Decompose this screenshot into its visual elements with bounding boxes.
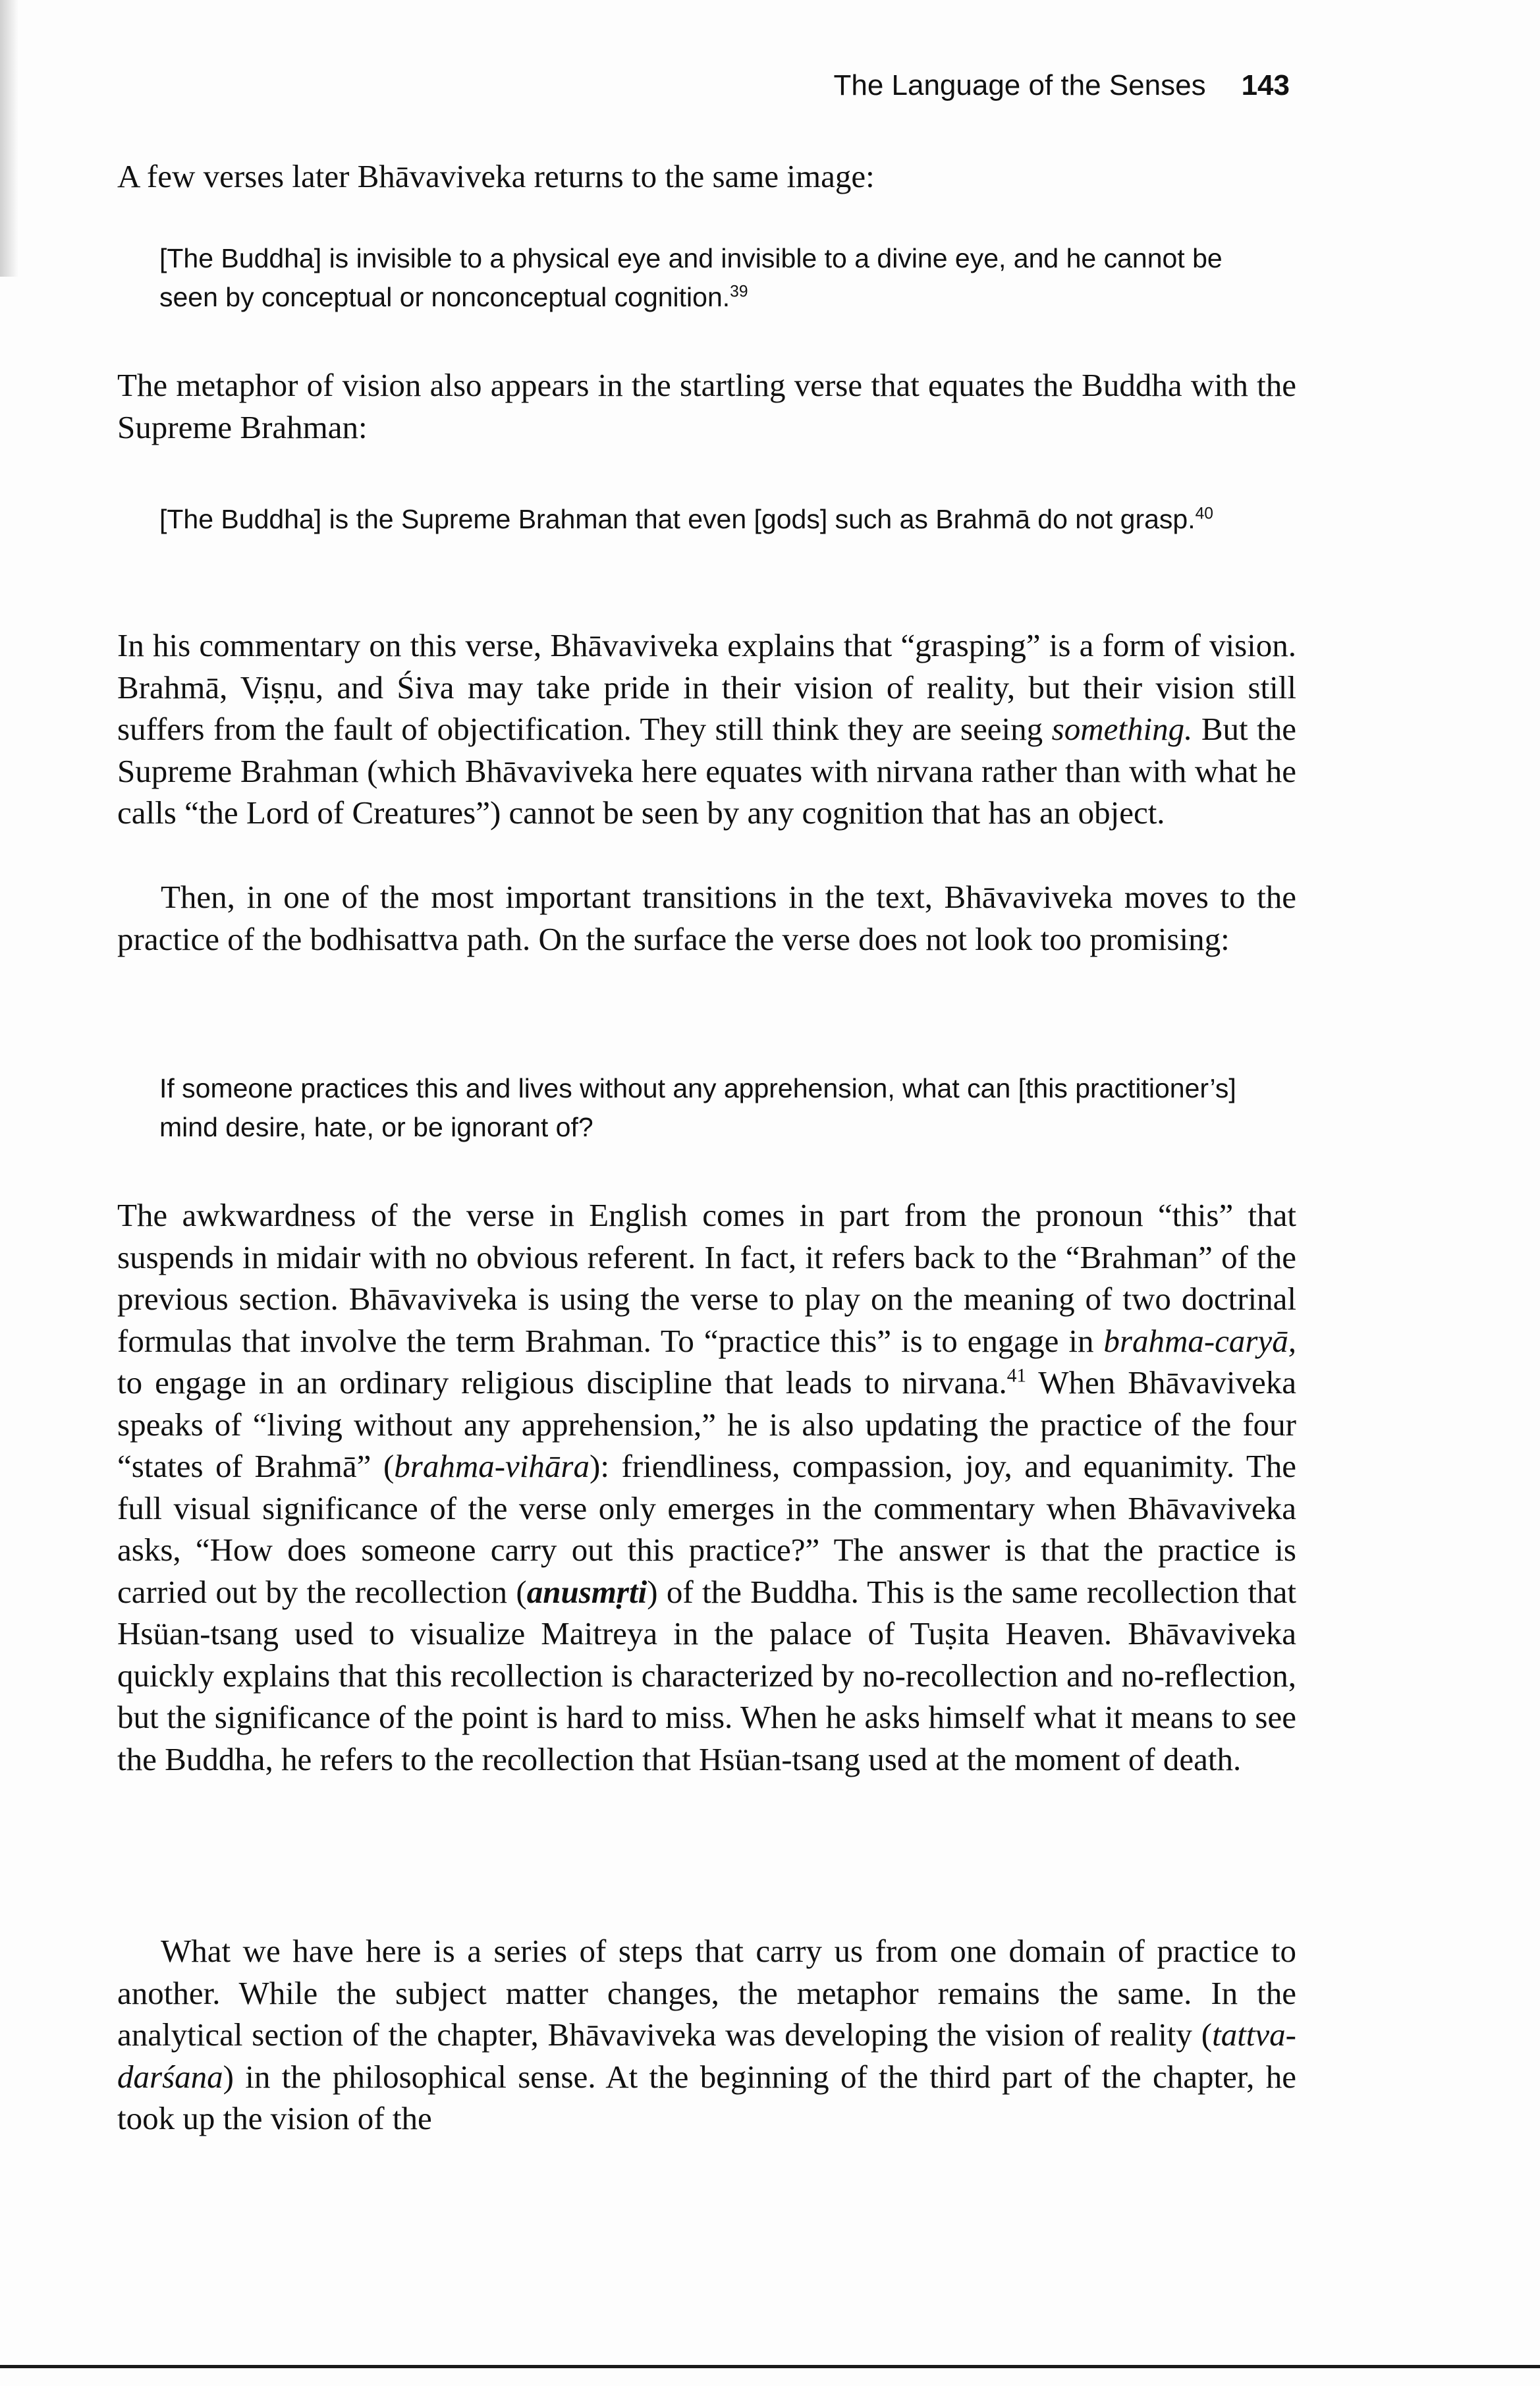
paragraph-awkwardness-text-a: The awkwardness of the verse in English comes in part from the pronoun “this” that suspends in midair with no obvious referent. In fact, it refers back to the “Brahman” of the previous section. Bhāvaviveka is using the verse to play on the meaning of two doctrinal formulas that involve the term Brahman. To “practice this” is to engage in bbox=[117, 1197, 1296, 1359]
block-quote-2-text: [The Buddha] is the Supreme Brahman that even [gods] such as Brahmā do not grasp. bbox=[159, 504, 1196, 534]
paragraph-steps bbox=[117, 1930, 1296, 2140]
paragraph-awkwardness-text-e: ) of the Buddha. This is the same recollection that Hsüan-tsang used to visualize Maitreya in the palace of Tuṣita Heaven. Bhāvaviveka quickly explains that this recollection is characterized by no-recollection and no-reflection, but the significance of the point is hard to miss. When he asks himself what it means to see the Buddha, he refers to the recollection that Hsüan-tsang used at the moment of death. bbox=[117, 1573, 1297, 1777]
page-number: 143 bbox=[1241, 69, 1290, 101]
paragraph-steps-text-a: What we have here is a series of steps that carry us from one domain of practice to another. While the subject matter changes, the metaphor remains the same. In the analytical section of the chapter, Bhāvaviveka was developing the vision of reality ( bbox=[117, 1933, 1296, 2053]
footnote-ref-39: 39 bbox=[730, 283, 748, 301]
paragraph-awkwardness-text-c: When Bhāvaviveka speaks of “living without any apprehension,” he is also updating the practice of the four “states of Brahmā” ( bbox=[117, 1364, 1297, 1484]
page-edge-shadow bbox=[0, 0, 18, 277]
paragraph-intro bbox=[117, 155, 1296, 198]
paragraph-commentary-text-a: In his commentary on this verse, Bhāvaviveka explains that “grasping” is a form of vision. Brahmā, Viṣṇu, and Śiva may take pride in their vision of reality, but their vision still suffers from the fault of objectification. They still think they are seeing bbox=[117, 627, 1296, 747]
block-quote-2 bbox=[159, 500, 1273, 539]
term-brahma-vihara: brahma-vihāra bbox=[394, 1448, 590, 1484]
paragraph-vision-metaphor-text: The metaphor of vision also appears in the startling verse that equates the Buddha with the Supreme Brahman: bbox=[117, 367, 1296, 445]
block-quote-1 bbox=[159, 239, 1273, 317]
paragraph-awkwardness-text-b: to engage in an ordinary religious discipline that leads to nirvana. bbox=[117, 1364, 1007, 1401]
paragraph-commentary-emphasis: something. bbox=[1051, 711, 1193, 747]
running-head-title: The Language of the Senses bbox=[833, 69, 1206, 101]
paragraph-commentary bbox=[117, 624, 1296, 834]
paragraph-transition bbox=[117, 876, 1296, 960]
paragraph-intro-text: A few verses later Bhāvaviveka returns to the same image: bbox=[117, 158, 875, 194]
term-tattva-darsana: tattva-darśana bbox=[117, 2016, 1296, 2095]
paragraph-awkwardness bbox=[117, 1194, 1296, 1780]
block-quote-1-text: [The Buddha] is invisible to a physical eye and invisible to a divine eye, and he cannot be seen by conceptual or nonconceptual cognition. bbox=[159, 243, 1223, 312]
paragraph-commentary-text-b: But the Supreme Brahman (which Bhāvaviveka here equates with nirvana rather than with what he calls “the Lord of Creatures”) cannot be seen by any cognition that has an object. bbox=[117, 711, 1296, 831]
paragraph-vision-metaphor bbox=[117, 364, 1296, 448]
running-head bbox=[117, 66, 1290, 105]
block-quote-3 bbox=[159, 1069, 1273, 1147]
footnote-ref-41: 41 bbox=[1006, 1365, 1027, 1387]
bottom-edge-line bbox=[0, 2365, 1540, 2368]
paragraph-awkwardness-text-d: ): friendliness, compassion, joy, and equanimity. The full visual significance of the verse only emerges in the commentary when Bhāvaviveka asks, “How does someone carry out this practice?” The answer is that the practice is carried out by the recollection ( bbox=[117, 1448, 1296, 1610]
footnote-ref-40: 40 bbox=[1195, 505, 1213, 523]
term-brahma-carya: brahma-caryā, bbox=[1103, 1322, 1296, 1359]
paragraph-transition-text: Then, in one of the most important transitions in the text, Bhāvaviveka moves to the practice of the bodhisattva path. On the surface the verse does not look too promising: bbox=[117, 879, 1296, 957]
term-anusmrti: anusmṛti bbox=[526, 1573, 647, 1610]
paragraph-steps-text-b: ) in the philosophical sense. At the beginning of the third part of the chapter, he took up the vision of the bbox=[117, 2058, 1296, 2136]
block-quote-3-text: If someone practices this and lives without any apprehension, what can [this practitioner’s] mind desire, hate, or be ignorant of? bbox=[159, 1073, 1236, 1142]
